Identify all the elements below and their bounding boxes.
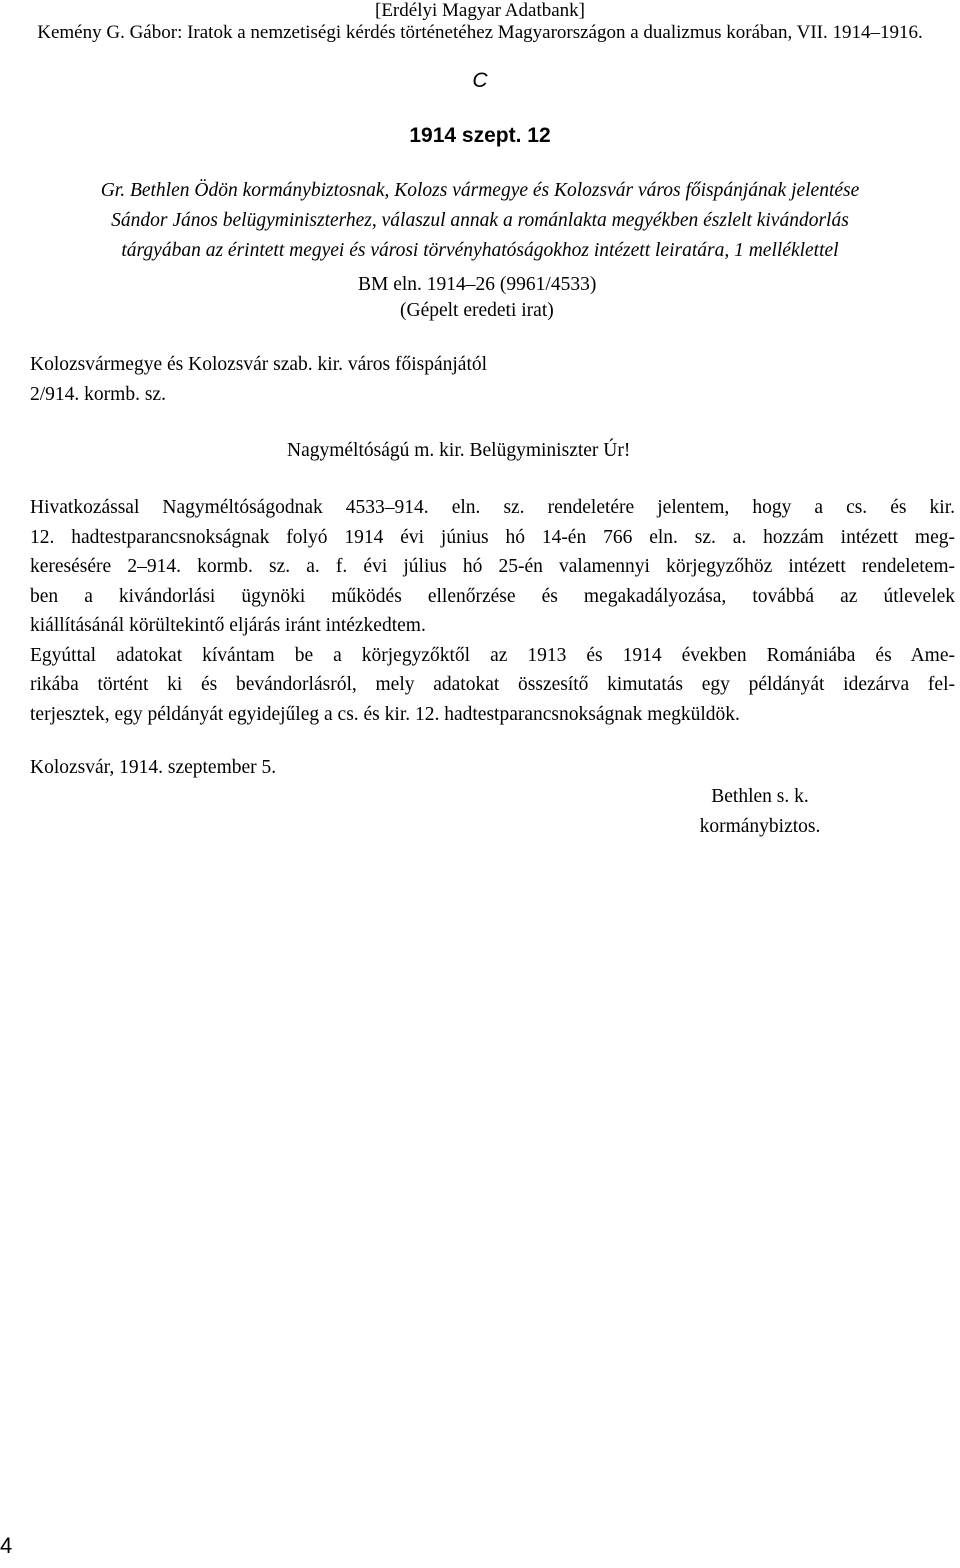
reference-note: (Gépelt eredeti irat) (400, 300, 554, 321)
letter-body (30, 493, 955, 729)
body-line: ben a kivándorlási ügynöki működés ellenőrzése és megakadályozása, továbbá az útlevelek (30, 585, 955, 607)
body-line: rikába történt ki és bevándorlásról, mely adatokat összesítő kimutatás egy példányát idezárva fel- (30, 674, 955, 695)
sender-block (30, 350, 487, 410)
sender-reference: 2/914. kormb. sz. (30, 384, 166, 405)
body-line: kiállításánál körültekintő eljárás iránt intézkedtem. (30, 615, 426, 636)
summary-line: tárgyában az érintett megyei és városi törvényhatóságokhoz intézett leiratára, 1 melléklettel (121, 240, 839, 261)
summary-line: Sándor János belügyminiszterhez, válaszul annak a románlakta megyékben észlelt kivándorlás (111, 210, 849, 231)
header-citation: Kemény G. Gábor: Iratok a nemzetiségi kérdés történetéhez Magyarországon a dualizmus korában, VII. 1914–1916. (37, 22, 923, 43)
body-line: Hivatkozással Nagyméltóságodnak 4533–914. eln. sz. rendeletére jelentem, hogy a cs. és kir. (30, 497, 955, 518)
signature-name: Bethlen s. k. (711, 786, 809, 807)
sender-line: Kolozsvármegye és Kolozsvár szab. kir. város főispánjától (30, 354, 488, 375)
body-line: Egyúttal adatokat kívántam be a körjegyzőktől az 1913 és 1914 években Romániába és Ame- (30, 644, 955, 666)
document-summary (30, 176, 930, 266)
signature-block (690, 782, 830, 842)
body-line: terjesztek, egy példányát egyidejűleg a cs. és kir. 12. hadtestparancsnokságnak megküldök. (30, 703, 740, 725)
header-source: [Erdélyi Magyar Adatbank] (375, 0, 585, 21)
place-date: Kolozsvár, 1914. szeptember 5. (30, 757, 277, 778)
section-letter: C (472, 69, 488, 92)
salutation: Nagyméltóságú m. kir. Belügyminiszter Úr! (287, 440, 631, 461)
signature-title: kormánybiztos. (699, 816, 821, 837)
archive-reference: BM eln. 1914–26 (9961/4533) (358, 274, 597, 295)
body-line: 12. hadtestparancsnokságnak folyó 1914 évi június hó 14-én 766 eln. sz. a. hozzám intézett meg- (30, 526, 955, 548)
date-heading: 1914 szept. 12 (409, 124, 551, 147)
page-number: 4 (0, 1533, 13, 1558)
summary-line: Gr. Bethlen Ödön kormánybiztosnak, Kolozs vármegye és Kolozsvár város főispánjának jelentése (100, 180, 860, 201)
body-line: keresésére 2–914. kormb. sz. a. f. évi július hó 25-én valamennyi körjegyzőhöz intézett rendeletem- (30, 556, 955, 577)
